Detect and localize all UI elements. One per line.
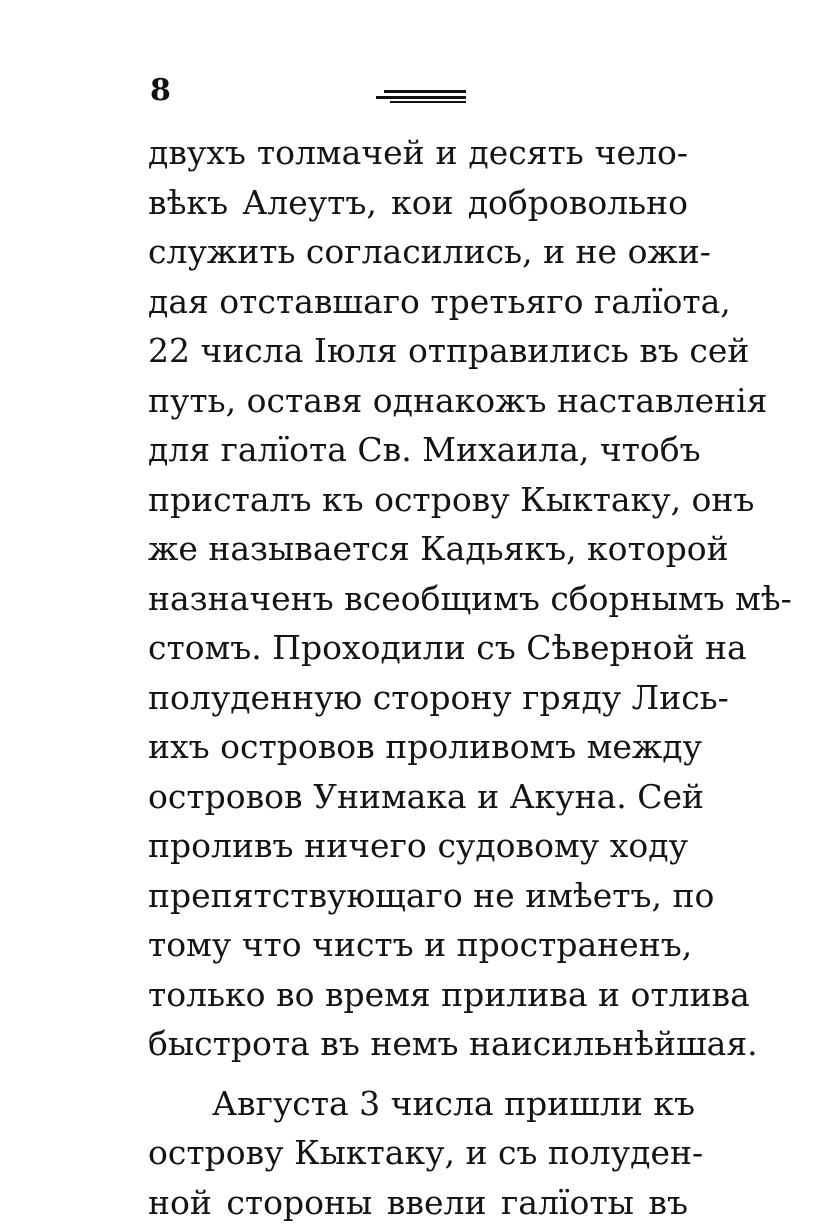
text-line: Августа 3 числа пришли къ xyxy=(148,1079,688,1129)
ornament-rule xyxy=(376,96,466,99)
paragraph-gap xyxy=(148,1069,688,1079)
body-text xyxy=(148,128,688,1227)
text-line: двухъ толмачей и десять чело- xyxy=(148,128,688,178)
text-line: же называется Кадьякъ, которой xyxy=(148,524,688,574)
text-line: для галïота Св. Михаила, чтобъ xyxy=(148,425,688,475)
page-number: 8 xyxy=(150,76,171,106)
ornament-rule xyxy=(384,90,466,93)
text-line: 22 числа Iюля отправились въ сей xyxy=(148,326,688,376)
text-line: назначенъ всеобщимъ сборнымъ мѣ- xyxy=(148,574,688,624)
text-line: дая отставшаго третьяго галïота, xyxy=(148,277,688,327)
header-ornament xyxy=(376,88,466,104)
text-line: проливъ ничего судовому ходу xyxy=(148,821,688,871)
text-line: тому что чистъ и пространенъ, xyxy=(148,920,688,970)
text-line: присталъ къ острову Кыктаку, онъ xyxy=(148,475,688,525)
text-line: стомъ. Проходили съ Сѣверной на xyxy=(148,623,688,673)
text-line: служить согласились, и не ожи- xyxy=(148,227,688,277)
text-line: острову Кыктаку, и съ полуден- xyxy=(148,1128,688,1178)
text-line: ихъ островов проливомъ между xyxy=(148,722,688,772)
text-line: препятствующаго не имѣетъ, по xyxy=(148,871,688,921)
text-line: полуденную сторону гряду Лись- xyxy=(148,673,688,723)
text-line: островов Унимака и Акуна. Сей xyxy=(148,772,688,822)
text-line: быстрота въ немъ наисильнѣйшая. xyxy=(148,1019,688,1069)
ornament-rule xyxy=(390,101,466,103)
text-line: вѣкъ Алеутъ, кои добровольно xyxy=(148,178,688,228)
text-line: только во время прилива и отлива xyxy=(148,970,688,1020)
text-line: ной стороны ввели галïоты въ xyxy=(148,1178,688,1227)
text-line: путь, оставя однакожъ наставленiя xyxy=(148,376,688,426)
